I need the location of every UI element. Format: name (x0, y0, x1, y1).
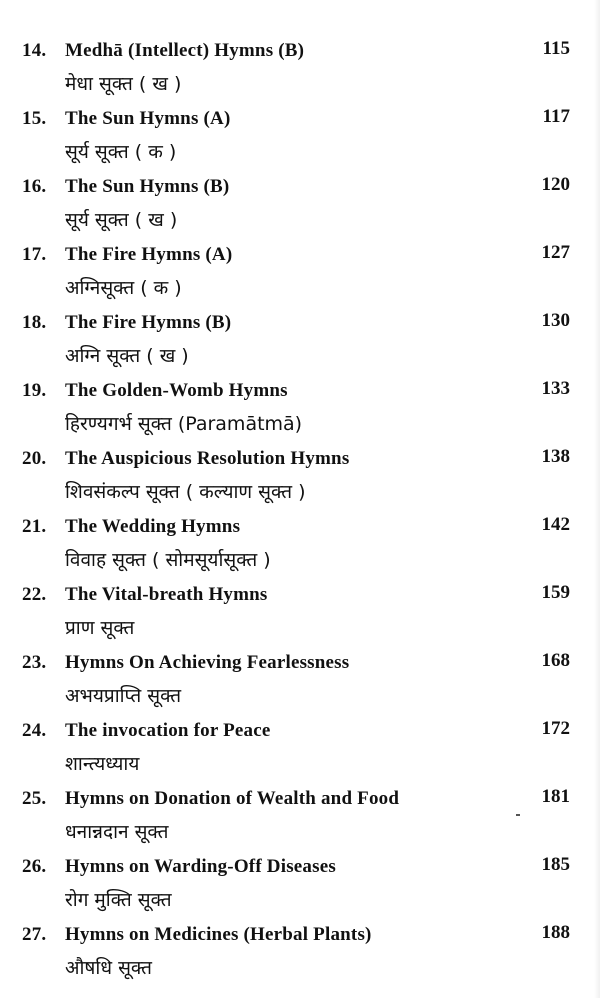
entry-hindi-title: हिरण्यगर्भ सूक्त (Paramātmā) (65, 413, 303, 435)
entry-number: 20. (22, 448, 47, 469)
entry-number: 26. (22, 856, 47, 877)
entry-number: 18. (22, 312, 47, 333)
entry-page-number: 168 (541, 650, 570, 671)
toc-entry-22 (0, 580, 600, 648)
entry-page-number: 188 (541, 922, 570, 943)
entry-number: 21. (22, 516, 47, 537)
entry-page-number: 185 (541, 854, 570, 875)
entry-number: 16. (22, 176, 47, 197)
entry-page-number: 142 (541, 514, 570, 535)
entry-page-number: 138 (541, 446, 570, 467)
entry-hindi-title: शिवसंकल्प सूक्त ( कल्याण सूक्त ) (65, 481, 306, 503)
entry-page-number: 133 (541, 378, 570, 399)
entry-hindi-title: अभयप्राप्ति सूक्त (65, 685, 182, 707)
entry-hindi-title: शान्त्यध्याय (65, 753, 140, 775)
entry-title: Hymns on Warding-Off Diseases (65, 856, 336, 877)
toc-entry-19 (0, 376, 600, 444)
entry-hindi-title: धनान्नदान सूक्त (65, 821, 169, 843)
entry-hindi-title: अग्नि सूक्त ( ख ) (65, 345, 189, 367)
entry-hindi-title: प्राण सूक्त (65, 617, 135, 639)
toc-entry-20 (0, 444, 600, 512)
entry-hindi-title: अग्निसूक्त ( क ) (65, 277, 182, 299)
entry-page-number: 127 (541, 242, 570, 263)
entry-title: Medhā (Intellect) Hymns (B) (65, 40, 305, 61)
entry-page-number: 115 (542, 38, 570, 59)
toc-entry-27 (0, 920, 600, 988)
toc-entry-18 (0, 308, 600, 376)
entry-title: The Auspicious Resolution Hymns (65, 448, 350, 469)
entry-hindi-title: विवाह सूक्त ( सोमसूर्यासूक्त ) (65, 549, 271, 571)
entry-page-number: 181 (541, 786, 570, 807)
entry-title: Hymns On Achieving Fearlessness (65, 652, 350, 673)
toc-entry-14 (0, 36, 600, 104)
toc-entry-23 (0, 648, 600, 716)
entry-title: The Vital-breath Hymns (65, 584, 268, 605)
toc-entry-17 (0, 240, 600, 308)
toc-entry-21 (0, 512, 600, 580)
toc-entry-24 (0, 716, 600, 784)
entry-number: 25. (22, 788, 47, 809)
entry-title: The Sun Hymns (A) (65, 108, 231, 129)
entry-number: 24. (22, 720, 47, 741)
entry-number: 23. (22, 652, 47, 673)
toc-entry-16 (0, 172, 600, 240)
entry-page-number: 130 (541, 310, 570, 331)
entry-title: Hymns on Donation of Wealth and Food (65, 788, 400, 809)
entry-number: 15. (22, 108, 47, 129)
entry-title: Hymns on Medicines (Herbal Plants) (65, 924, 372, 945)
entry-number: 27. (22, 924, 47, 945)
print-speck (516, 814, 520, 816)
entry-number: 17. (22, 244, 47, 265)
entry-hindi-title: औषधि सूक्त (65, 957, 152, 979)
entry-hindi-title: सूर्य सूक्त ( ख ) (65, 209, 178, 231)
entry-title: The Fire Hymns (A) (65, 244, 233, 265)
toc-entry-15 (0, 104, 600, 172)
toc-entry-25 (0, 784, 600, 852)
page-edge-shadow (594, 0, 600, 998)
entry-page-number: 172 (541, 718, 570, 739)
entry-title: The Golden-Womb Hymns (65, 380, 288, 401)
entry-title: The Wedding Hymns (65, 516, 241, 537)
entry-hindi-title: मेधा सूक्त ( ख ) (65, 73, 182, 95)
entry-page-number: 117 (542, 106, 570, 127)
entry-number: 19. (22, 380, 47, 401)
entry-page-number: 120 (541, 174, 570, 195)
entry-number: 14. (22, 40, 47, 61)
entry-hindi-title: रोग मुक्ति सूक्त (65, 889, 172, 911)
entry-number: 22. (22, 584, 47, 605)
entry-hindi-title: सूर्य सूक्त ( क ) (65, 141, 177, 163)
entry-title: The invocation for Peace (65, 720, 271, 741)
toc-entry-26 (0, 852, 600, 920)
entry-title: The Sun Hymns (B) (65, 176, 230, 197)
entry-title: The Fire Hymns (B) (65, 312, 232, 333)
entry-page-number: 159 (541, 582, 570, 603)
